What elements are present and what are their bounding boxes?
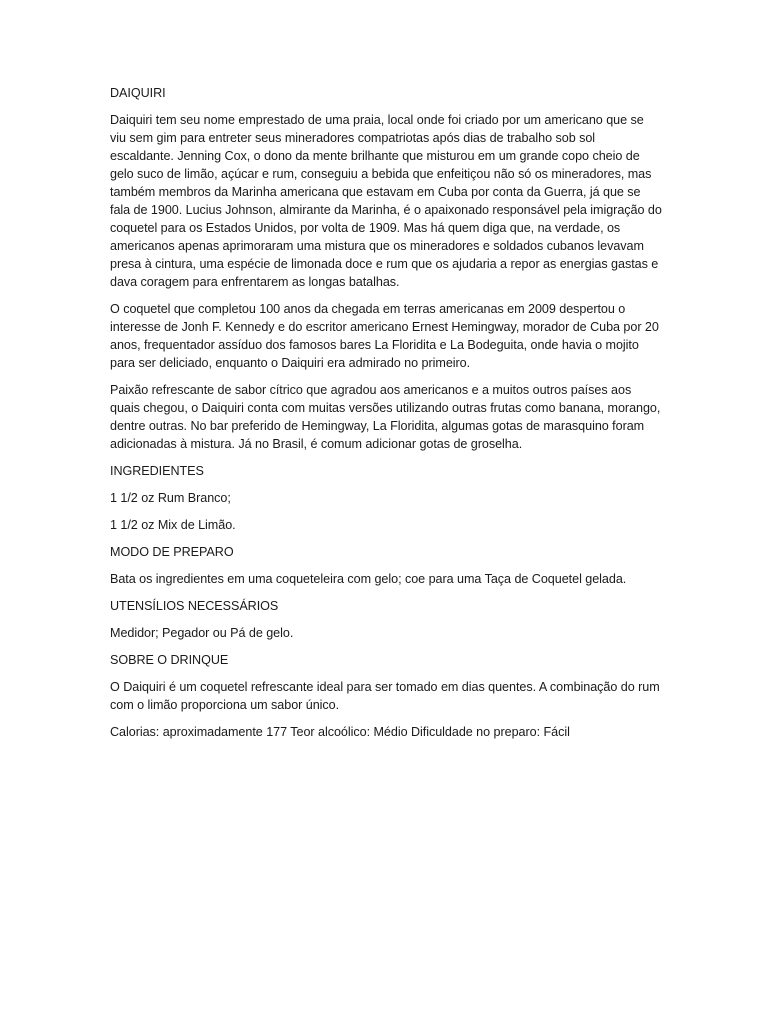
preparation-heading: MODO DE PREPARO: [110, 545, 234, 559]
document-body: [110, 84, 662, 750]
utensils-heading: UTENSÍLIOS NECESSÁRIOS: [110, 599, 279, 613]
drink-facts: Calorias: aproximadamente 177 Teor alcoólico: Médio Dificuldade no preparo: Fácil: [110, 725, 570, 739]
document-title: DAIQUIRI: [110, 86, 166, 100]
about-heading: SOBRE O DRINQUE: [110, 653, 229, 667]
ingredients-heading: INGREDIENTES: [110, 464, 204, 478]
paragraph-variations: Paixão refrescante de sabor cítrico que agradou aos americanos e a muitos outros países aos quais chegou, o Daiquiri conta com muitas versões utilizando outras frutas como banana, morango, dentre outras. No bar preferido de Hemingway, La Floridita, algumas gotas de marasquino foram adicionadas à mistura. Já no Brasil, é comum adicionar gotas de groselha.: [110, 383, 661, 451]
ingredient-item: 1 1/2 oz Rum Branco;: [110, 491, 231, 505]
preparation-text: Bata os ingredientes em uma coqueteleira com gelo; coe para uma Taça de Coquetel gelada.: [110, 572, 627, 586]
about-text: O Daiquiri é um coquetel refrescante ideal para ser tomado em dias quentes. A combinação do rum com o limão proporciona um sabor único.: [110, 680, 660, 712]
ingredient-item: 1 1/2 oz Mix de Limão.: [110, 518, 236, 532]
utensils-text: Medidor; Pegador ou Pá de gelo.: [110, 626, 294, 640]
paragraph-history: O coquetel que completou 100 anos da chegada em terras americanas em 2009 despertou o interesse de Jonh F. Kennedy e do escritor americano Ernest Hemingway, morador de Cuba por 20 anos, frequentador assíduo dos famosos bares La Floridita e La Bodeguita, onde havia o mojito para ser deliciado, enquanto o Daiquiri era admirado no primeiro.: [110, 302, 659, 370]
paragraph-origin: Daiquiri tem seu nome emprestado de uma praia, local onde foi criado por um americano que se viu sem gim para entreter seus mineradores compatriotas após dias de trabalho sob sol escaldante. Jenning Cox, o dono da mente brilhante que misturou em um grande copo cheio de gelo suco de limão, açúcar e rum, conseguiu a bebida que enfeitiçou não só os mineradores, mas também membros da Marinha americana que estavam em Cuba por conta da Guerra, já que se fala de 1900. Lucius Johnson, almirante da Marinha, é o apaixonado responsável pela imigração do coquetel para os Estados Unidos, por volta de 1909. Mas há quem diga que, na verdade, os americanos apenas aprimoraram uma mistura que os mineradores e soldados cubanos levavam presa à cintura, uma espécie de limonada doce e rum que os ajudaria a repor as energias gastas e dava coragem para enfrentarem as longas batalhas.: [110, 113, 662, 289]
